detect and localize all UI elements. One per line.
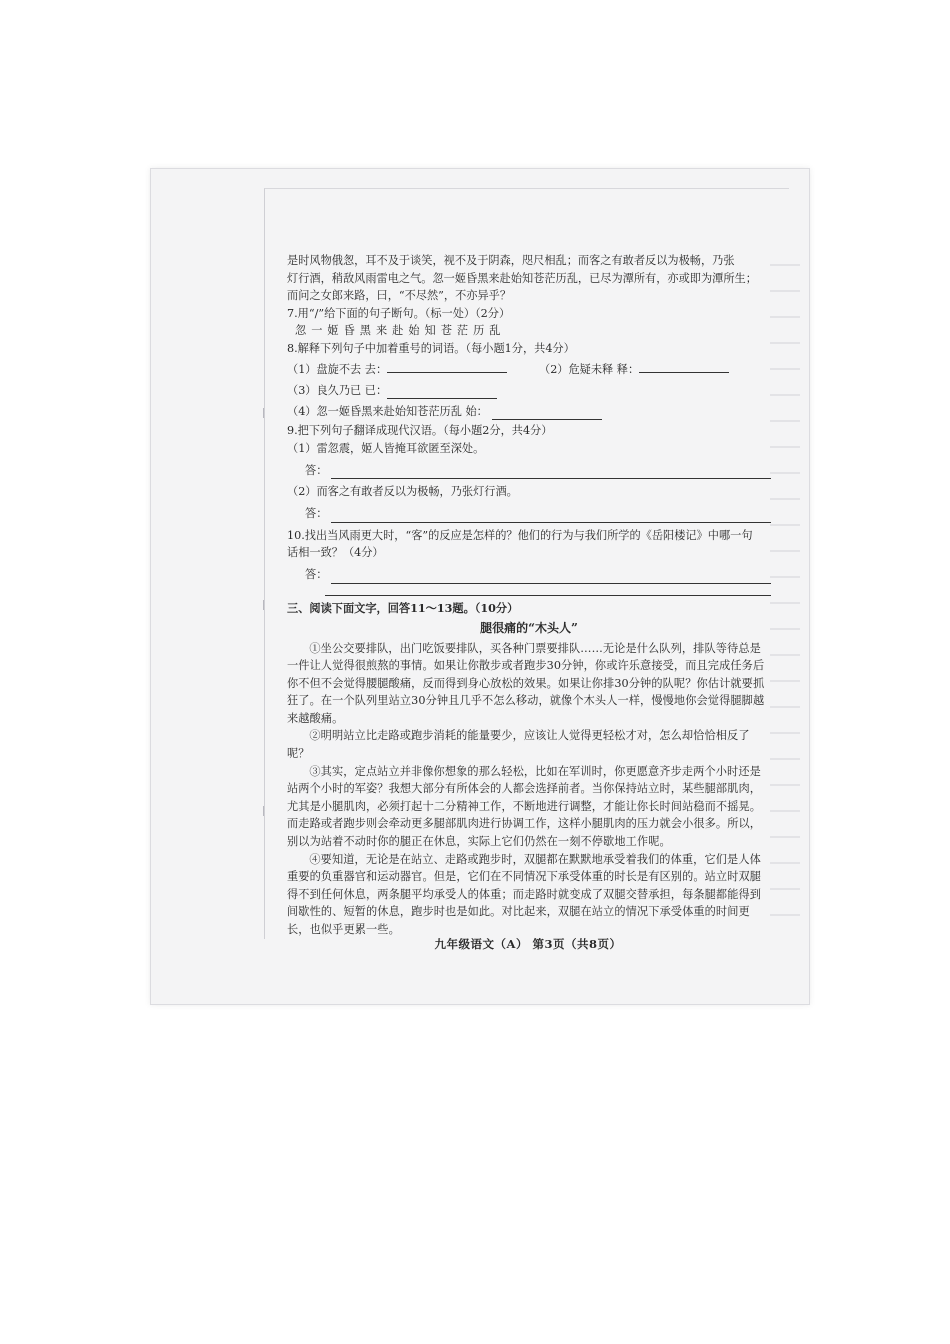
question-8-item: （4）忽一姬昏黑来赴始知苍茫历乱 始： <box>287 399 771 420</box>
passage-paragraph: ③其实，定点站立并非像你想象的那么轻松，比如在军训时，你更愿意齐步走两个小时还是站两个小时的军姿？我想大部分有所体会的人都会选择前者。当你保持站立时，某些腿部肌肉，尤其是小腿肌肉，必须打起十二分精神工作，不断地进行调整，才能让你长时间站稳而不摇晃。而走路或者跑步则会牵动更多腿部肌肉进行协调工作，这样小腿肌肉的压力就会小很多。所以，别以为站着不动时你的腿正在休息，实际上它们仍然在一刻不停歇地工作呢。 <box>287 764 762 849</box>
answer-blank[interactable] <box>387 388 497 399</box>
exam-content <box>287 252 771 939</box>
intro-line: 而问之女郎来路，曰，“不尽然”，不亦异乎？ <box>287 289 512 302</box>
intro-line: 灯行酒，稍敌风雨雷电之气。忽一姬昏黑来赴始知苍茫历乱，已尽为潭所有，亦或即为潭所生； <box>287 271 757 285</box>
question-8-item: （2）危疑未释 释： <box>539 361 729 379</box>
passage-paragraph: ①坐公交要排队，出门吃饭要排队，买各种门票要排队……无论是什么队列，排队等待总是一件让人觉得很煎熬的事情。如果让你散步或者跑步30分钟，你或许乐意接受，而且完成任务后你不但不会觉得腰腿酸痛，反而得到身心放松的效果。如果让你排30分钟的队呢？你估计就要抓狂了。在一个队列里站立30分钟且几乎不怎么移动，就像个木头人一样，慢慢地你会觉得腿脚越来越酸痛。 <box>287 641 765 725</box>
question-9-prompt: 9.把下列句子翻译成现代汉语。（每小题2分，共4分） <box>287 424 553 437</box>
section-3-heading: 三、阅读下面文字，回答11～13题。（10分） <box>287 600 519 615</box>
margin-mark <box>263 806 272 816</box>
bleed-through-text <box>770 240 800 940</box>
question-9-item: （1）雷忽震，姬人皆掩耳欲匿至深处。 <box>287 441 485 455</box>
answer-blank[interactable] <box>639 362 729 373</box>
question-10-prompt: 话相一致？（4分） <box>287 546 384 559</box>
answer-blank[interactable] <box>492 409 602 420</box>
question-8-item: （3）良久乃已 已： <box>287 378 771 399</box>
margin-mark <box>263 600 272 610</box>
margin-mark <box>263 408 272 418</box>
page-footer: 九年级语文（A） 第3页（共8页） <box>434 937 622 951</box>
answer-blank[interactable] <box>387 362 507 373</box>
question-10-prompt: 10.找出当风雨更大时，“客”的反应是怎样的？他们的行为与我们所学的《岳阳楼记》中哪一句 <box>287 528 753 542</box>
question-9-item: （2）而客之有敢者反以为极畅，乃张灯行酒。 <box>287 485 518 498</box>
question-7-prompt: 7.用“/”给下面的句子断句。（标一处）（2分） <box>287 306 511 320</box>
answer-line[interactable] <box>287 584 771 596</box>
passage-paragraph: ②明明站立比走路或跑步消耗的能量要少，应该让人觉得更轻松才对，怎么却恰恰相反了呢？ <box>287 729 750 761</box>
question-8-prompt: 8.解释下列句子中加着重号的词语。（每小题1分，共4分） <box>287 341 575 355</box>
answer-line[interactable]: 答： <box>287 501 771 523</box>
answer-line[interactable]: 答： <box>287 562 771 584</box>
intro-line: 是时风物俄怱，耳不及于谈笑，视不及于阴森，咫尺相乱；而客之有敢者反以为极畅，乃张 <box>287 254 735 267</box>
passage-paragraph: ④要知道，无论是在站立、走路或跑步时，双腿都在默默地承受着我们的体重，它们是人体重要的负重器官和运动器官。但是，它们在不同情况下承受体重的时长是有区别的。站立时双腿得不到任何休息，两条腿平均承受人的体重；而走路时就变成了双腿交替承担，每条腿都能得到间歇性的、短暂的休息，跑步时也是如此。对比起来，双腿在站立的情况下承受体重的时间更长，也似乎更累一些。 <box>287 852 762 936</box>
question-7-sentence: 忽一姬昏黑来赴始知苍茫历乱 <box>295 324 506 337</box>
question-8-item: （1）盘旋不去 去： <box>287 361 539 379</box>
passage-title: 腿很痛的“木头人” <box>480 621 578 635</box>
answer-line[interactable]: 答： <box>287 457 771 479</box>
